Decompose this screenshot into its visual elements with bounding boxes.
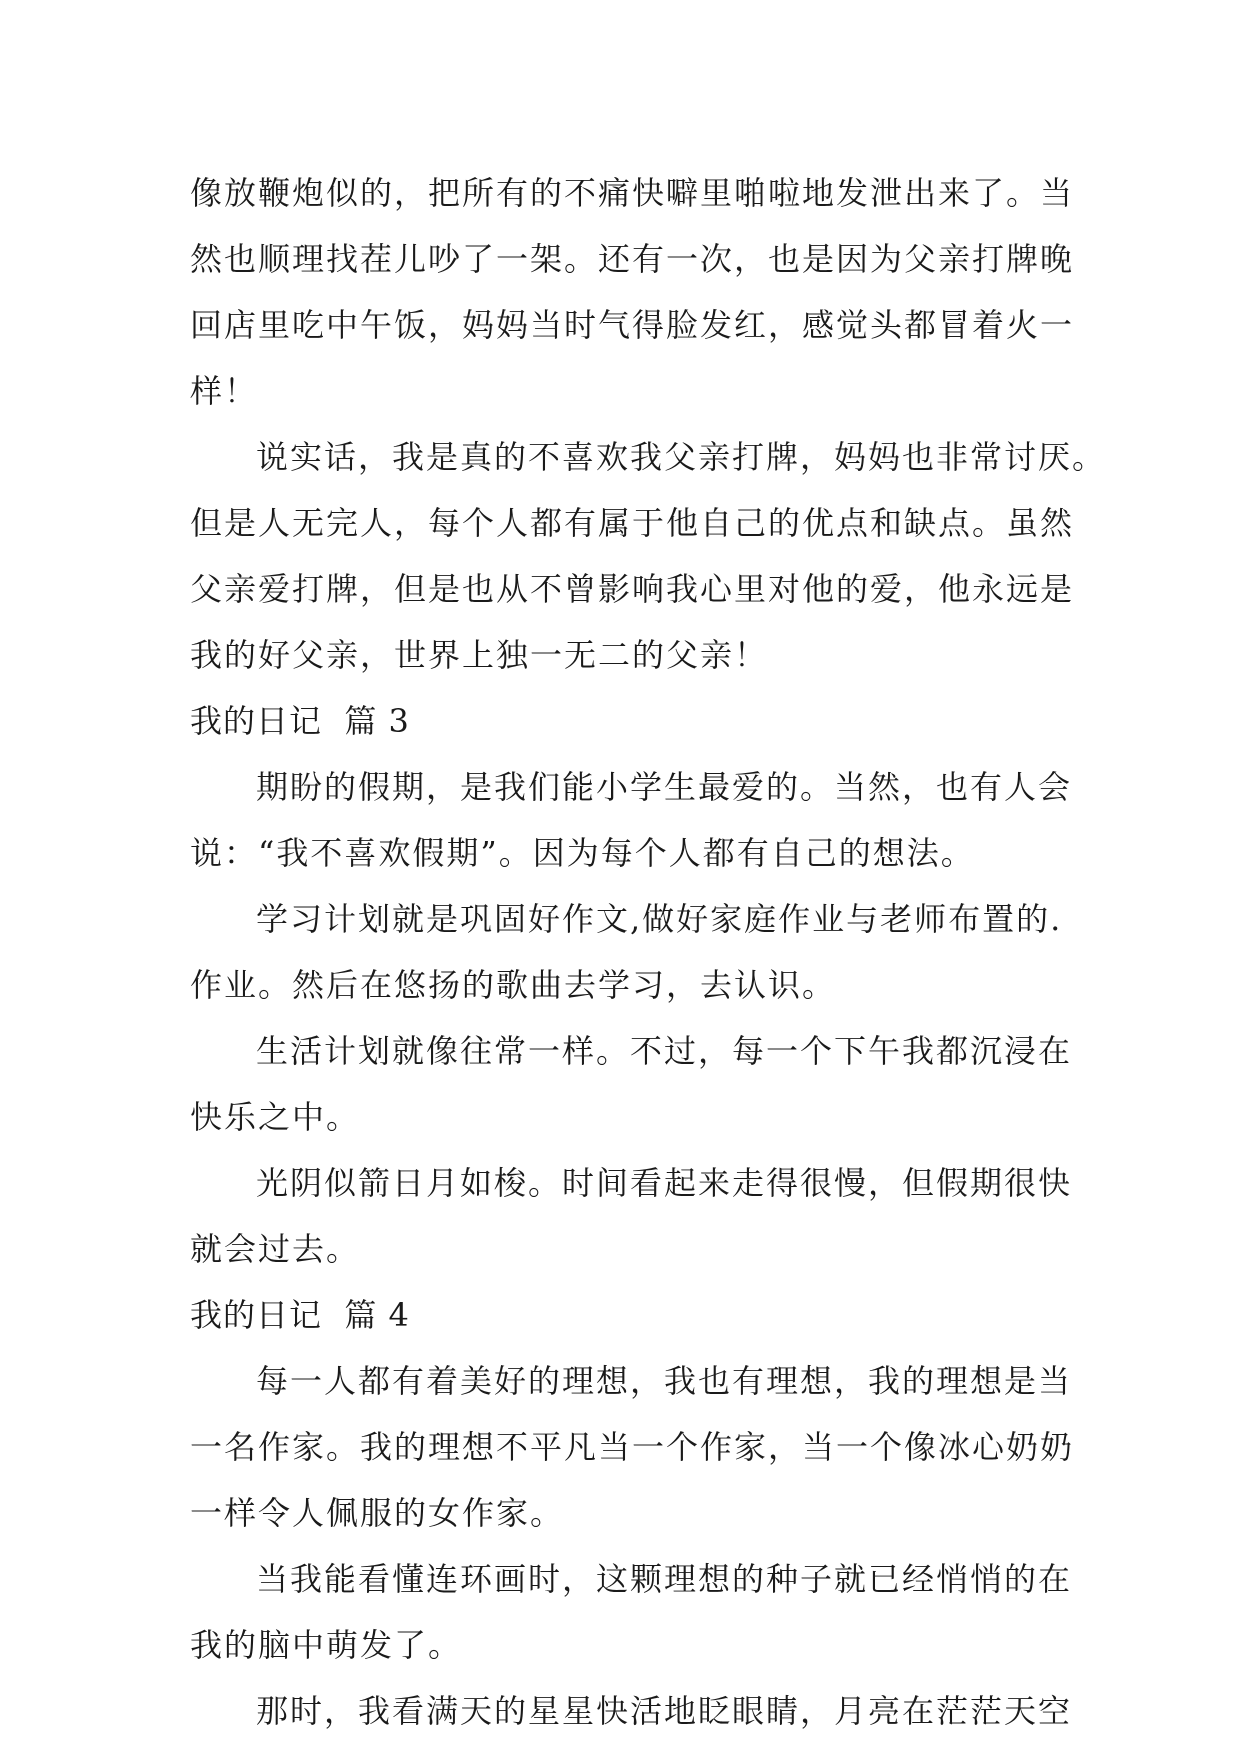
paragraph-start: 期盼的假期，是我们能小学生最爱的。当然，也有人会: [256, 768, 1073, 806]
text-line: 像放鞭炮似的，把所有的不痛快噼里啪啦地发泄出来了。当: [190, 174, 1075, 212]
text-line: 一名作家。我的理想不平凡当一个作家，当一个像冰心奶奶: [190, 1428, 1075, 1466]
paragraph-start: 生活计划就像往常一样。不过，每一个下午我都沉浸在: [256, 1032, 1073, 1070]
text-line: 回店里吃中午饭，妈妈当时气得脸发红，感觉头都冒着火一: [190, 306, 1075, 344]
text-line: 我的好父亲，世界上独一无二的父亲！: [190, 636, 769, 674]
text-line: 作业。然后在悠扬的歌曲去学习，去认识。: [190, 966, 837, 1004]
text-line: 就会过去。: [190, 1230, 361, 1268]
text-line: 我的脑中萌发了。: [190, 1626, 463, 1664]
paragraph-start: 当我能看懂连环画时，这颗理想的种子就已经悄悄的在: [256, 1560, 1073, 1598]
paragraph-start: 光阴似箭日月如梭。时间看起来走得很慢，但假期很快: [256, 1164, 1073, 1202]
text-line: 然也顺理找茬儿吵了一架。还有一次，也是因为父亲打牌晚: [190, 240, 1075, 278]
text-line: 说：“我不喜欢假期”。因为每个人都有自己的想法。: [190, 834, 975, 872]
text-line: 父亲爱打牌，但是也从不曾影响我心里对他的爱，他永远是: [190, 570, 1075, 608]
paragraph-start: 每一人都有着美好的理想，我也有理想，我的理想是当: [256, 1362, 1073, 1400]
text-line: 但是人无完人，每个人都有属于他自己的优点和缺点。虽然: [190, 504, 1075, 542]
section-heading: 我的日记 篇 4: [190, 1296, 410, 1334]
paragraph-start: 说实话，我是真的不喜欢我父亲打牌，妈妈也非常讨厌。: [256, 438, 1107, 476]
paragraph-start: 那时，我看满天的星星快活地眨眼睛，月亮在茫茫天空: [256, 1692, 1073, 1730]
text-line: 一样令人佩服的女作家。: [190, 1494, 565, 1532]
text-line: 样！: [190, 372, 259, 410]
document-body: [190, 160, 1107, 1744]
paragraph-start: 学习计划就是巩固好作文,做好家庭作业与老师布置的.: [256, 900, 1063, 938]
text-line: 快乐之中。: [190, 1098, 361, 1136]
section-heading: 我的日记 篇 3: [190, 702, 410, 740]
